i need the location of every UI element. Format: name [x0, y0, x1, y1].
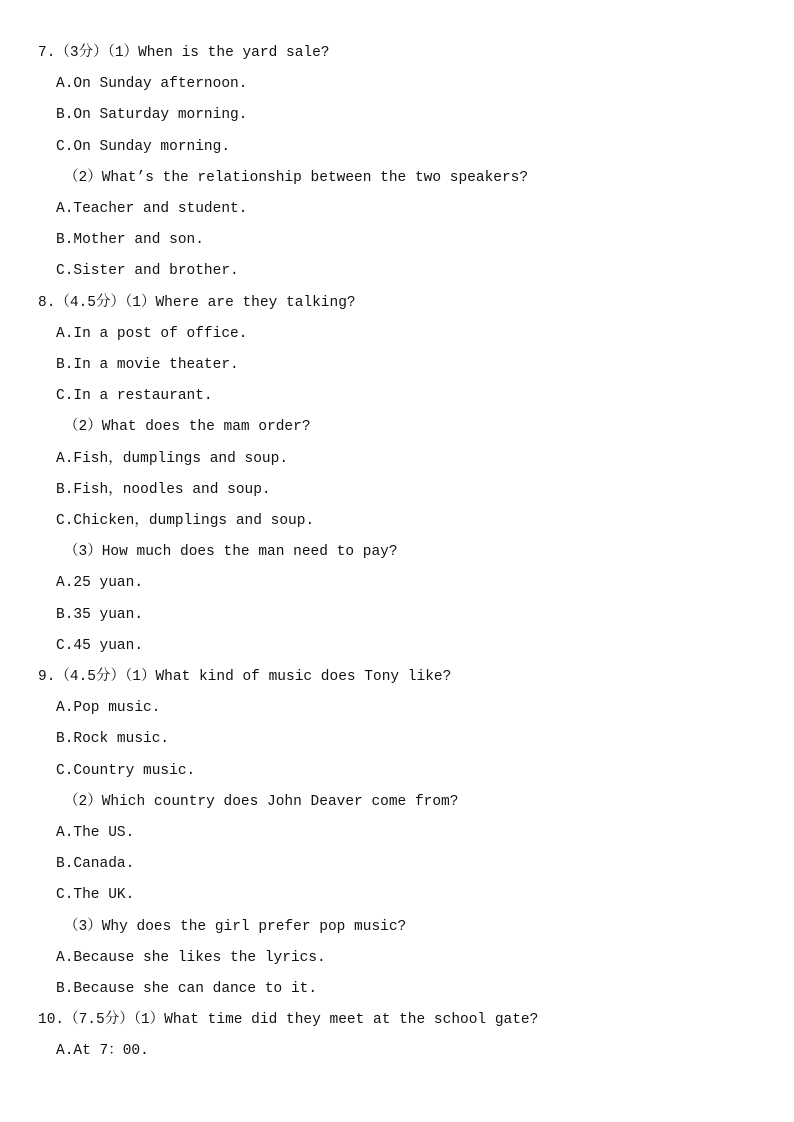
answer-option: C.Chicken，dumplings and soup. [56, 513, 315, 529]
answer-option: A.Teacher and student. [56, 201, 248, 217]
answer-option: C.On Sunday morning. [56, 138, 231, 155]
question-text: Which country does John Deaver come from? [101, 793, 459, 810]
question-text: When is the yard sale? [138, 45, 330, 61]
question-header [0, 1010, 794, 1041]
sub-question-label: （1） [125, 294, 156, 311]
answer-option: B.Because she can dance to it. [56, 981, 318, 997]
answer-option: B.Fish，noodles and soup. [56, 481, 271, 498]
answer-option: C.The UK. [56, 887, 135, 904]
answer-option: B.On Saturday morning. [56, 107, 248, 124]
sub-question [0, 917, 794, 948]
answer-option: A.The US. [56, 825, 135, 841]
question-number: 10. [38, 1012, 65, 1029]
answer-option: A.In a post of office. [56, 325, 248, 342]
sub-question-label: （2） [64, 169, 102, 186]
answer-option: C.In a restaurant. [56, 388, 213, 405]
answer-option: C.45 yuan. [56, 637, 144, 654]
question-number: 8. [38, 294, 56, 311]
answer-option: B.Rock music. [56, 731, 170, 748]
answer-option: A.Pop music. [56, 700, 161, 717]
sub-question [0, 542, 794, 573]
question-score: （4.5分） [55, 294, 126, 311]
sub-question-label: （1） [107, 45, 139, 61]
question-text: Why does the girl prefer pop music? [101, 918, 407, 935]
question-header [0, 667, 794, 698]
question-score: （7.5分） [64, 1012, 134, 1029]
answer-option: A.On Sunday afternoon. [56, 76, 248, 93]
question-text: What kind of music does Tony like? [155, 669, 452, 685]
sub-question [0, 168, 794, 199]
sub-question-label: （2） [64, 793, 102, 810]
answer-option: A.25 yuan. [56, 575, 144, 592]
question-text: What’s the relationship between the two speakers? [101, 169, 529, 186]
answer-option: C.Sister and brother. [56, 263, 239, 280]
question-score: （4.5分） [55, 669, 126, 685]
question-number: 9. [38, 669, 56, 685]
answer-option: A.Fish，dumplings and soup. [56, 450, 289, 467]
question-text: Where are they talking? [155, 294, 356, 311]
question-score: （3分） [55, 45, 108, 61]
question-number: 7. [38, 45, 56, 61]
answer-option: A.Because she likes the lyrics. [56, 949, 326, 966]
sub-question-label: （1） [125, 669, 156, 685]
sub-question-label: （3） [64, 918, 102, 935]
sub-question [0, 792, 794, 823]
answer-option: B.In a movie theater. [56, 357, 239, 373]
question-text: What does the mam order? [101, 419, 311, 436]
answer-option: B.Mother and son. [56, 232, 204, 249]
answer-option: B.Canada. [56, 856, 135, 873]
answer-option: A.At 7：00. [56, 1043, 149, 1060]
question-header [0, 43, 794, 74]
sub-question-label: （2） [64, 419, 102, 436]
answer-option: C.Country music. [56, 762, 196, 779]
question-header [0, 293, 794, 324]
question-text: How much does the man need to pay? [101, 544, 398, 561]
sub-question-label: （3） [64, 544, 102, 561]
question-text: What time did they meet at the school gate? [164, 1012, 539, 1029]
answer-option: B.35 yuan. [56, 606, 144, 623]
sub-question-label: （1） [133, 1012, 165, 1029]
sub-question [0, 417, 794, 448]
